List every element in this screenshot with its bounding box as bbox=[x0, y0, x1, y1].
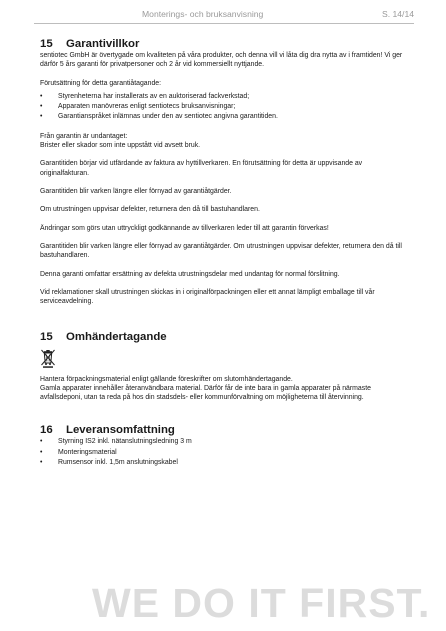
section-title: Omhändertagande bbox=[66, 330, 167, 343]
section-number: 15 bbox=[40, 330, 53, 343]
list-item: • Monteringsmaterial bbox=[40, 448, 412, 458]
warranty-paragraph: Ändringar som görs utan uttryckligt godkännande av tillverkaren leder till att garantin förverkas! bbox=[40, 224, 329, 232]
section-title: Leveransomfattning bbox=[66, 424, 175, 437]
footer-slogan: WE DO IT FIRST. bbox=[92, 580, 431, 626]
page-number: S. 14/14 bbox=[381, 9, 414, 19]
exception-title: Från garantin är undantaget: bbox=[40, 132, 128, 140]
warranty-heading bbox=[40, 38, 412, 51]
list-item: • Styrning IS2 inkl. nätanslutningsledning 3 m bbox=[40, 437, 412, 447]
warranty-paragraph: Garantitiden börjar vid utfärdande av faktura av hyttillverkaren. En förutsättning för detta är uppvisande av originalfakturan. bbox=[40, 160, 363, 177]
disposal-line: Gamla apparater innehåller återanvändbara material. Därför får de inte bara in gamla apparater på närmaste avfallsdeponi, utan ta reda på hos din stadsdels- eller kommunförvaltning om möjligheterna till återvinning. bbox=[40, 384, 371, 402]
disposal-line: Hantera förpackningsmaterial enligt gällande föreskrifter om slutomhändertagande. bbox=[40, 375, 293, 383]
document-title: Monterings- och bruksanvisning bbox=[142, 9, 264, 19]
delivery-heading bbox=[40, 424, 412, 437]
warranty-paragraph: Vid reklamationer skall utrustningen skickas in i originalförpackningen eller ett annat lämpligt emballage till vår serviceavdelning. bbox=[40, 289, 375, 306]
page-header bbox=[34, 9, 414, 24]
list-item: • Rumsensor inkl. 1,5m anslutningskabel bbox=[40, 458, 412, 468]
exception-text: Brister eller skador som inte uppstått vid avsett bruk. bbox=[40, 142, 201, 150]
section-number: 16 bbox=[40, 424, 53, 437]
delivery-section bbox=[40, 424, 412, 468]
page-content bbox=[40, 38, 412, 468]
warranty-section bbox=[40, 38, 412, 307]
list-item: • Garantianspråket inlämnas under den av sentiotec angivna garantitiden. bbox=[40, 112, 412, 122]
disposal-heading bbox=[40, 331, 412, 344]
list-item: • Apparaten manövreras enligt sentiotecs bruksanvisningar; bbox=[40, 102, 412, 112]
warranty-paragraph: Garantitiden blir varken längre eller förnyad av garantiåtgärder. Om utrustningen uppvisar defekter, returnera den då till bastuhandlaren. bbox=[40, 243, 402, 260]
warranty-paragraph: Garantitiden blir varken längre eller förnyad av garantiåtgärder. bbox=[40, 188, 232, 196]
conditions-title: Förutsättning för detta garantiåtagande: bbox=[40, 79, 162, 87]
crossed-bin-icon bbox=[40, 349, 56, 368]
list-item: • Styrenheterna har installerats av en auktoriserad fackverkstad; bbox=[40, 92, 412, 102]
section-number: 15 bbox=[40, 38, 53, 50]
disposal-section bbox=[40, 331, 412, 403]
warranty-paragraph: Denna garanti omfattar ersättning av defekta utrustningsdelar med undantag för normal förslitning. bbox=[40, 270, 340, 278]
warranty-intro: sentiotec GmbH är övertygade om kvaliteten på våra produkter, och denna vill vi låta dig dra nytta av i framtiden! Vi ger därför 5 års garanti för privatpersoner och 2 år vid kommersiellt nyttjande. bbox=[40, 52, 403, 69]
warranty-paragraph: Om utrustningen uppvisar defekter, returnera den då till bastuhandlaren. bbox=[40, 206, 260, 214]
conditions-list bbox=[40, 92, 412, 123]
delivery-list bbox=[40, 437, 412, 468]
section-title: Garantivillkor bbox=[66, 38, 140, 50]
